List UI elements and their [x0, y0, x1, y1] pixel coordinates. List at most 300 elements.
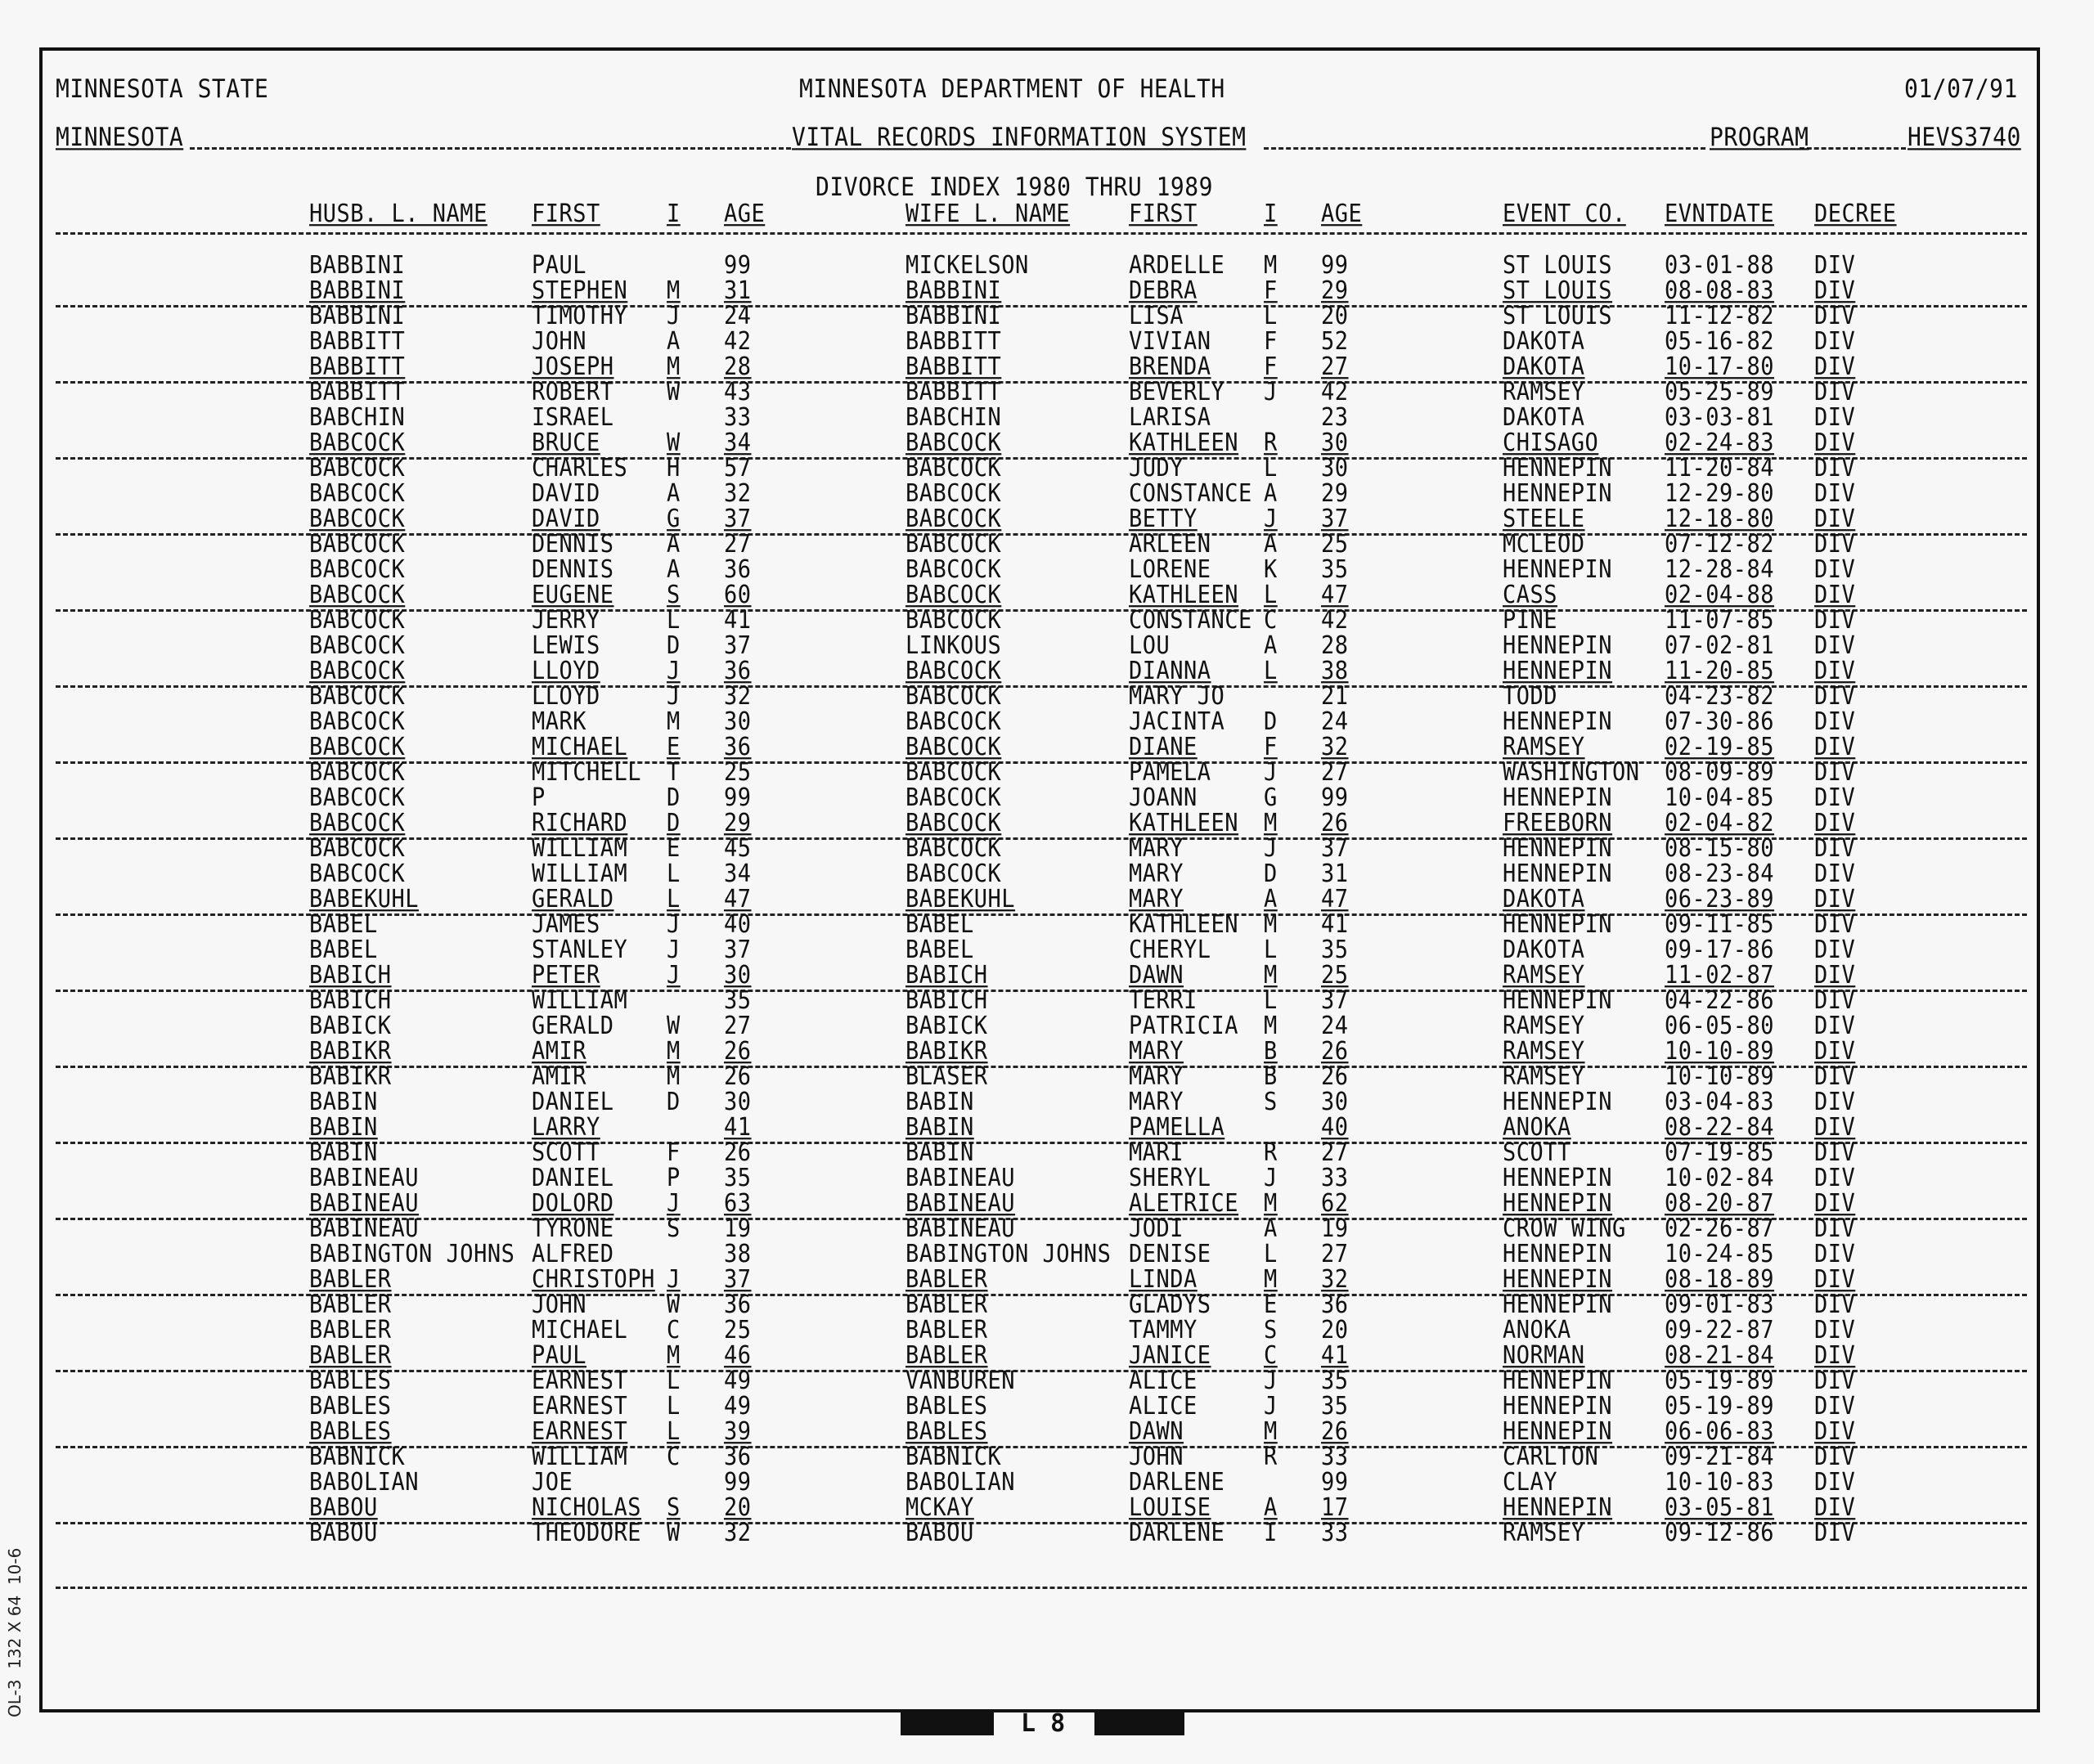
cell-wife-init: A [1264, 1492, 1278, 1522]
cell-event-county: DAKOTA [1503, 935, 1585, 964]
cell-husb-first: TYRONE [532, 1214, 614, 1243]
cell-husb-init: A [667, 326, 681, 356]
cell-decree: DIV [1814, 402, 1856, 432]
cell-husb-last: BABIKR [309, 1062, 392, 1091]
cell-event-date: 09-17-86 [1665, 935, 1775, 964]
cell-husb-init: E [667, 833, 681, 863]
cell-husb-first: EARNEST [532, 1416, 628, 1446]
cell-husb-age: 26 [724, 1138, 752, 1167]
state-label: MINNESOTA STATE [56, 73, 269, 104]
cell-wife-first: VIVIAN [1129, 326, 1211, 356]
cell-wife-age: 25 [1321, 529, 1349, 559]
cell-event-county: FREEBORN [1503, 808, 1613, 837]
cell-event-date: 03-05-81 [1665, 1492, 1775, 1522]
cell-wife-init: M [1264, 909, 1278, 939]
cell-wife-first: BEVERLY [1129, 377, 1225, 406]
cell-decree: DIV [1814, 250, 1856, 280]
cell-wife-first: MARY [1129, 1036, 1184, 1066]
cell-husb-last: BABBINI [309, 250, 406, 280]
cell-husb-last: BABICH [309, 985, 392, 1015]
cell-event-date: 11-02-87 [1665, 960, 1775, 990]
cell-wife-last: BABCOCK [905, 808, 1002, 837]
cell-husb-first: WILLIAM [532, 985, 628, 1015]
cell-event-date: 10-02-84 [1665, 1163, 1775, 1192]
cell-event-date: 05-19-89 [1665, 1391, 1775, 1421]
cell-wife-last: BLASER [905, 1062, 988, 1091]
cell-husb-last: BABOLIAN [309, 1467, 420, 1497]
cell-decree: DIV [1814, 478, 1856, 508]
cell-wife-age: 21 [1321, 681, 1349, 711]
cell-decree: DIV [1814, 1239, 1856, 1268]
cell-wife-first: MARY [1129, 833, 1184, 863]
cell-event-date: 08-21-84 [1665, 1340, 1775, 1370]
cell-wife-init: M [1264, 1011, 1278, 1040]
cell-husb-age: 40 [724, 909, 752, 939]
cell-wife-last: BABNICK [905, 1442, 1002, 1471]
cell-husb-age: 37 [724, 935, 752, 964]
cell-wife-last: BABCOCK [905, 580, 1002, 609]
cell-husb-age: 35 [724, 985, 752, 1015]
cell-decree: DIV [1814, 985, 1856, 1015]
col-evntdate: EVNTDATE [1665, 199, 1775, 228]
cell-decree: DIV [1814, 1188, 1856, 1218]
cell-husb-last: BABCOCK [309, 504, 406, 533]
cell-wife-init: M [1264, 808, 1278, 837]
cell-wife-init: J [1264, 377, 1278, 406]
cell-decree: DIV [1814, 631, 1856, 660]
cell-event-county: HENNEPIN [1503, 1416, 1613, 1446]
cell-event-county: DAKOTA [1503, 352, 1585, 381]
cell-wife-first: MARY [1129, 884, 1184, 913]
cell-wife-last: LINKOUS [905, 631, 1002, 660]
cell-husb-age: 42 [724, 326, 752, 356]
cell-decree: DIV [1814, 1087, 1856, 1116]
cell-husb-age: 36 [724, 1442, 752, 1471]
cell-husb-init: J [667, 301, 681, 330]
cell-wife-init: J [1264, 1366, 1278, 1395]
cell-wife-init: F [1264, 326, 1278, 356]
cell-husb-last: BABEKUHL [309, 884, 420, 913]
cell-husb-init: L [667, 859, 681, 888]
cell-husb-init: M [667, 352, 681, 381]
cell-wife-last: MICKELSON [905, 250, 1029, 280]
page-marker-left [901, 1711, 994, 1735]
cell-husb-age: 33 [724, 402, 752, 432]
cell-husb-last: BABICH [309, 960, 392, 990]
cell-wife-age: 26 [1321, 1036, 1349, 1066]
cell-wife-init: K [1264, 554, 1278, 584]
cell-wife-age: 37 [1321, 504, 1349, 533]
cell-husb-init: D [667, 808, 681, 837]
cell-wife-init: L [1264, 453, 1278, 483]
cell-wife-init: C [1264, 605, 1278, 635]
cell-husb-first: LEWIS [532, 631, 600, 660]
cell-wife-first: ALETRICE [1129, 1188, 1239, 1218]
cell-husb-first: ISRAEL [532, 402, 614, 432]
cell-husb-last: BABLER [309, 1290, 392, 1319]
cell-husb-first: EARNEST [532, 1366, 628, 1395]
cell-husb-last: BABCOCK [309, 580, 406, 609]
cell-wife-last: BABCOCK [905, 504, 1002, 533]
cell-wife-first: KATHLEEN [1129, 808, 1239, 837]
col-decree: DECREE [1814, 199, 1897, 228]
cell-husb-age: 39 [724, 1416, 752, 1446]
cell-wife-first: MARI [1129, 1138, 1184, 1167]
cell-event-county: RAMSEY [1503, 732, 1585, 761]
cell-decree: DIV [1814, 529, 1856, 559]
cell-event-date: 02-04-82 [1665, 808, 1775, 837]
cell-husb-init: J [667, 960, 681, 990]
cell-wife-first: JODI [1129, 1214, 1184, 1243]
cell-event-date: 10-10-89 [1665, 1036, 1775, 1066]
cell-event-date: 03-03-81 [1665, 402, 1775, 432]
cell-wife-init: A [1264, 1214, 1278, 1243]
cell-husb-init: D [667, 1087, 681, 1116]
cell-wife-last: BABLER [905, 1290, 988, 1319]
cell-event-date: 12-18-80 [1665, 504, 1775, 533]
cell-husb-first: STANLEY [532, 935, 628, 964]
cell-husb-first: P [532, 783, 546, 812]
cell-decree: DIV [1814, 1315, 1856, 1344]
cell-decree: DIV [1814, 656, 1856, 685]
cell-decree: DIV [1814, 833, 1856, 863]
cell-wife-first: LOUISE [1129, 1492, 1211, 1522]
cell-wife-init: R [1264, 428, 1278, 457]
cell-event-county: HENNEPIN [1503, 1087, 1613, 1116]
cell-event-county: ST LOUIS [1503, 276, 1613, 305]
cell-wife-first: MARY [1129, 859, 1184, 888]
cell-wife-last: BABIN [905, 1138, 974, 1167]
cell-event-county: HENNEPIN [1503, 1188, 1613, 1218]
cell-event-date: 05-25-89 [1665, 377, 1775, 406]
cell-husb-last: BABCOCK [309, 732, 406, 761]
cell-husb-last: BABOU [309, 1492, 378, 1522]
cell-wife-first: JACINTA [1129, 707, 1225, 736]
cell-wife-last: BABCOCK [905, 478, 1002, 508]
department-title: MINNESOTA DEPARTMENT OF HEALTH [799, 73, 1225, 104]
cell-event-county: HENNEPIN [1503, 554, 1613, 584]
cell-decree: DIV [1814, 1163, 1856, 1192]
cell-wife-last: BABICH [905, 960, 988, 990]
cell-husb-init: P [667, 1163, 681, 1192]
col-husb-age: AGE [724, 199, 766, 228]
cell-husb-first: DENNIS [532, 554, 614, 584]
cell-husb-first: DANIEL [532, 1087, 614, 1116]
cell-husb-age: 99 [724, 250, 752, 280]
cell-event-county: HENNEPIN [1503, 656, 1613, 685]
cell-event-county: RAMSEY [1503, 377, 1585, 406]
cell-husb-last: BABCOCK [309, 656, 406, 685]
cell-husb-last: BABIN [309, 1138, 378, 1167]
cell-wife-first: DARLENE [1129, 1518, 1225, 1547]
cell-wife-age: 99 [1321, 783, 1349, 812]
program-label: PROGRAM [1710, 121, 1809, 152]
cell-husb-first: DENNIS [532, 529, 614, 559]
cell-husb-age: 32 [724, 1518, 752, 1547]
cell-wife-init: F [1264, 352, 1278, 381]
cell-wife-init: M [1264, 1416, 1278, 1446]
cell-wife-age: 30 [1321, 428, 1349, 457]
cell-wife-first: GLADYS [1129, 1290, 1211, 1319]
cell-event-county: RAMSEY [1503, 1036, 1585, 1066]
cell-wife-init: S [1264, 1315, 1278, 1344]
cell-wife-last: BABLER [905, 1340, 988, 1370]
cell-husb-age: 27 [724, 1011, 752, 1040]
cell-event-date: 10-24-85 [1665, 1239, 1775, 1268]
cell-wife-init: L [1264, 1239, 1278, 1268]
cell-wife-init: A [1264, 478, 1278, 508]
column-header-divider [56, 232, 2027, 235]
cell-husb-age: 47 [724, 884, 752, 913]
cell-husb-first: DANIEL [532, 1163, 614, 1192]
cell-wife-last: BABBITT [905, 377, 1002, 406]
cell-husb-age: 32 [724, 478, 752, 508]
cell-husb-age: 49 [724, 1366, 752, 1395]
cell-husb-first: MICHAEL [532, 732, 628, 761]
cell-husb-age: 25 [724, 757, 752, 787]
cell-wife-init: R [1264, 1442, 1278, 1471]
cell-husb-last: BABIN [309, 1112, 378, 1142]
cell-husb-last: BABLER [309, 1264, 392, 1294]
cell-event-date: 08-22-84 [1665, 1112, 1775, 1142]
cell-wife-age: 31 [1321, 859, 1349, 888]
cell-husb-first: BRUCE [532, 428, 600, 457]
cell-decree: DIV [1814, 1062, 1856, 1091]
cell-decree: DIV [1814, 580, 1856, 609]
cell-husb-last: BABNICK [309, 1442, 406, 1471]
cell-husb-init: T [667, 757, 681, 787]
cell-husb-last: BABINEAU [309, 1188, 420, 1218]
cell-event-county: RAMSEY [1503, 1062, 1585, 1091]
cell-husb-age: 36 [724, 732, 752, 761]
cell-wife-first: JUDY [1129, 453, 1184, 483]
cell-event-date: 08-08-83 [1665, 276, 1775, 305]
cell-husb-last: BABCOCK [309, 529, 406, 559]
cell-husb-age: 34 [724, 859, 752, 888]
cell-wife-last: BABBITT [905, 326, 1002, 356]
cell-wife-first: CONSTANCE [1129, 478, 1252, 508]
cell-event-date: 09-21-84 [1665, 1442, 1775, 1471]
cell-husb-init: M [667, 276, 681, 305]
cell-husb-last: BABBITT [309, 326, 406, 356]
cell-wife-last: BABCOCK [905, 453, 1002, 483]
cell-event-county: RAMSEY [1503, 1011, 1585, 1040]
cell-wife-last: BABCOCK [905, 833, 1002, 863]
cell-husb-init: J [667, 656, 681, 685]
cell-wife-first: TERRI [1129, 985, 1198, 1015]
cell-event-date: 02-04-88 [1665, 580, 1775, 609]
cell-wife-first: DENISE [1129, 1239, 1211, 1268]
cell-event-date: 06-05-80 [1665, 1011, 1775, 1040]
cell-husb-age: 25 [724, 1315, 752, 1344]
program-id: HEVS3740 [1908, 121, 2021, 152]
cell-husb-init: M [667, 1340, 681, 1370]
cell-husb-age: 38 [724, 1239, 752, 1268]
cell-decree: DIV [1814, 326, 1856, 356]
cell-decree: DIV [1814, 352, 1856, 381]
cell-husb-last: BABCOCK [309, 605, 406, 635]
cell-husb-last: BABBITT [309, 352, 406, 381]
cell-wife-last: BABOU [905, 1518, 974, 1547]
cell-wife-init: D [1264, 707, 1278, 736]
cell-husb-first: GERALD [532, 1011, 614, 1040]
cell-husb-first: AMIR [532, 1036, 587, 1066]
cell-event-county: WASHINGTON [1503, 757, 1640, 787]
cell-wife-init: A [1264, 884, 1278, 913]
cell-event-county: ANOKA [1503, 1315, 1571, 1344]
cell-wife-init: M [1264, 250, 1278, 280]
cell-event-date: 10-10-83 [1665, 1467, 1775, 1497]
cell-wife-age: 47 [1321, 580, 1349, 609]
cell-husb-age: 30 [724, 1087, 752, 1116]
cell-wife-last: BABINEAU [905, 1163, 1016, 1192]
cell-wife-first: LINDA [1129, 1264, 1198, 1294]
cell-wife-first: DIANE [1129, 732, 1198, 761]
cell-wife-last: VANBUREN [905, 1366, 1016, 1395]
cell-event-county: RAMSEY [1503, 1518, 1585, 1547]
cell-wife-last: BABOLIAN [905, 1467, 1016, 1497]
cell-event-date: 06-23-89 [1665, 884, 1775, 913]
cell-wife-age: 17 [1321, 1492, 1349, 1522]
cell-wife-age: 35 [1321, 935, 1349, 964]
cell-wife-age: 37 [1321, 985, 1349, 1015]
cell-husb-first: SCOTT [532, 1138, 600, 1167]
cell-husb-age: 36 [724, 1290, 752, 1319]
cell-husb-init: S [667, 1214, 681, 1243]
cell-husb-age: 37 [724, 504, 752, 533]
cell-wife-last: BABBINI [905, 276, 1002, 305]
cell-husb-first: WILLIAM [532, 833, 628, 863]
cell-wife-last: BABINEAU [905, 1188, 1016, 1218]
cell-decree: DIV [1814, 1011, 1856, 1040]
cell-wife-init: M [1264, 960, 1278, 990]
cell-wife-age: 27 [1321, 352, 1349, 381]
page-label: L 8 [1021, 1709, 1066, 1738]
cell-wife-age: 33 [1321, 1518, 1349, 1547]
cell-husb-init: D [667, 783, 681, 812]
cell-wife-last: BABCOCK [905, 681, 1002, 711]
cell-event-date: 07-02-81 [1665, 631, 1775, 660]
col-wife-last: WIFE L. NAME [905, 199, 1071, 228]
cell-husb-last: BABLES [309, 1416, 392, 1446]
cell-wife-init: S [1264, 1087, 1278, 1116]
cell-event-date: 12-29-80 [1665, 478, 1775, 508]
cell-event-county: ST LOUIS [1503, 250, 1613, 280]
cell-event-county: CARLTON [1503, 1442, 1599, 1471]
cell-wife-first: MARY [1129, 1062, 1184, 1091]
cell-husb-first: NICHOLAS [532, 1492, 642, 1522]
cell-event-county: HENNEPIN [1503, 783, 1613, 812]
cell-husb-first: DAVID [532, 504, 600, 533]
cell-event-date: 11-12-82 [1665, 301, 1775, 330]
cell-husb-init: J [667, 909, 681, 939]
cell-husb-last: BABBITT [309, 377, 406, 406]
cell-husb-first: LLOYD [532, 656, 600, 685]
cell-husb-last: BABCOCK [309, 833, 406, 863]
cell-decree: DIV [1814, 1264, 1856, 1294]
cell-husb-init: A [667, 529, 681, 559]
cell-wife-init: J [1264, 504, 1278, 533]
header-divider [1264, 147, 1705, 150]
cell-event-county: ANOKA [1503, 1112, 1571, 1142]
cell-decree: DIV [1814, 453, 1856, 483]
col-event-co: EVENT CO. [1503, 199, 1626, 228]
cell-wife-init: L [1264, 935, 1278, 964]
cell-husb-first: JERRY [532, 605, 600, 635]
cell-event-county: HENNEPIN [1503, 1239, 1613, 1268]
cell-husb-last: BABINEAU [309, 1214, 420, 1243]
cell-husb-age: 32 [724, 681, 752, 711]
cell-wife-first: BRENDA [1129, 352, 1211, 381]
col-husb-init: I [667, 199, 681, 228]
cell-husb-first: DOLORD [532, 1188, 614, 1218]
cell-wife-first: MARY JO [1129, 681, 1225, 711]
cell-husb-init: S [667, 580, 681, 609]
cell-event-date: 10-04-85 [1665, 783, 1775, 812]
cell-event-county: HENNEPIN [1503, 453, 1613, 483]
cell-husb-init: A [667, 554, 681, 584]
cell-wife-age: 20 [1321, 301, 1349, 330]
cell-husb-first: JAMES [532, 909, 600, 939]
cell-event-date: 08-18-89 [1665, 1264, 1775, 1294]
cell-wife-first: DAWN [1129, 960, 1184, 990]
cell-event-date: 11-20-85 [1665, 656, 1775, 685]
cell-decree: DIV [1814, 1391, 1856, 1421]
system-title: VITAL RECORDS INFORMATION SYSTEM [792, 121, 1247, 152]
cell-event-county: HENNEPIN [1503, 833, 1613, 863]
cell-event-date: 09-22-87 [1665, 1315, 1775, 1344]
cell-event-county: HENNEPIN [1503, 1163, 1613, 1192]
cell-event-county: HENNEPIN [1503, 859, 1613, 888]
cell-event-county: DAKOTA [1503, 326, 1585, 356]
col-wife-age: AGE [1321, 199, 1363, 228]
cell-wife-last: BABLER [905, 1264, 988, 1294]
cell-husb-init: M [667, 1036, 681, 1066]
cell-wife-last: BABCOCK [905, 757, 1002, 787]
bottom-divider [56, 1587, 2027, 1589]
cell-wife-age: 24 [1321, 707, 1349, 736]
cell-wife-age: 19 [1321, 1214, 1349, 1243]
cell-event-county: ST LOUIS [1503, 301, 1613, 330]
cell-husb-last: BABCOCK [309, 707, 406, 736]
cell-event-county: RAMSEY [1503, 960, 1585, 990]
cell-wife-age: 28 [1321, 631, 1349, 660]
cell-husb-last: BABIN [309, 1087, 378, 1116]
cell-husb-age: 19 [724, 1214, 752, 1243]
cell-wife-age: 38 [1321, 656, 1349, 685]
cell-wife-age: 29 [1321, 478, 1349, 508]
cell-husb-last: BABLES [309, 1366, 392, 1395]
cell-husb-first: TIMOTHY [532, 301, 628, 330]
cell-husb-age: 26 [724, 1036, 752, 1066]
cell-wife-last: BABCOCK [905, 605, 1002, 635]
cell-husb-init: S [667, 1492, 681, 1522]
cell-wife-first: ALICE [1129, 1391, 1198, 1421]
cell-wife-last: BABICH [905, 985, 988, 1015]
cell-husb-last: BABLES [309, 1391, 392, 1421]
cell-event-date: 06-06-83 [1665, 1416, 1775, 1446]
cell-wife-age: 40 [1321, 1112, 1349, 1142]
cell-husb-first: LARRY [532, 1112, 600, 1142]
cell-wife-init: J [1264, 757, 1278, 787]
cell-wife-init: F [1264, 276, 1278, 305]
cell-wife-init: J [1264, 833, 1278, 863]
cell-wife-age: 52 [1321, 326, 1349, 356]
cell-wife-init: G [1264, 783, 1278, 812]
cell-husb-init: C [667, 1315, 681, 1344]
cell-decree: DIV [1814, 960, 1856, 990]
cell-husb-init: J [667, 1264, 681, 1294]
